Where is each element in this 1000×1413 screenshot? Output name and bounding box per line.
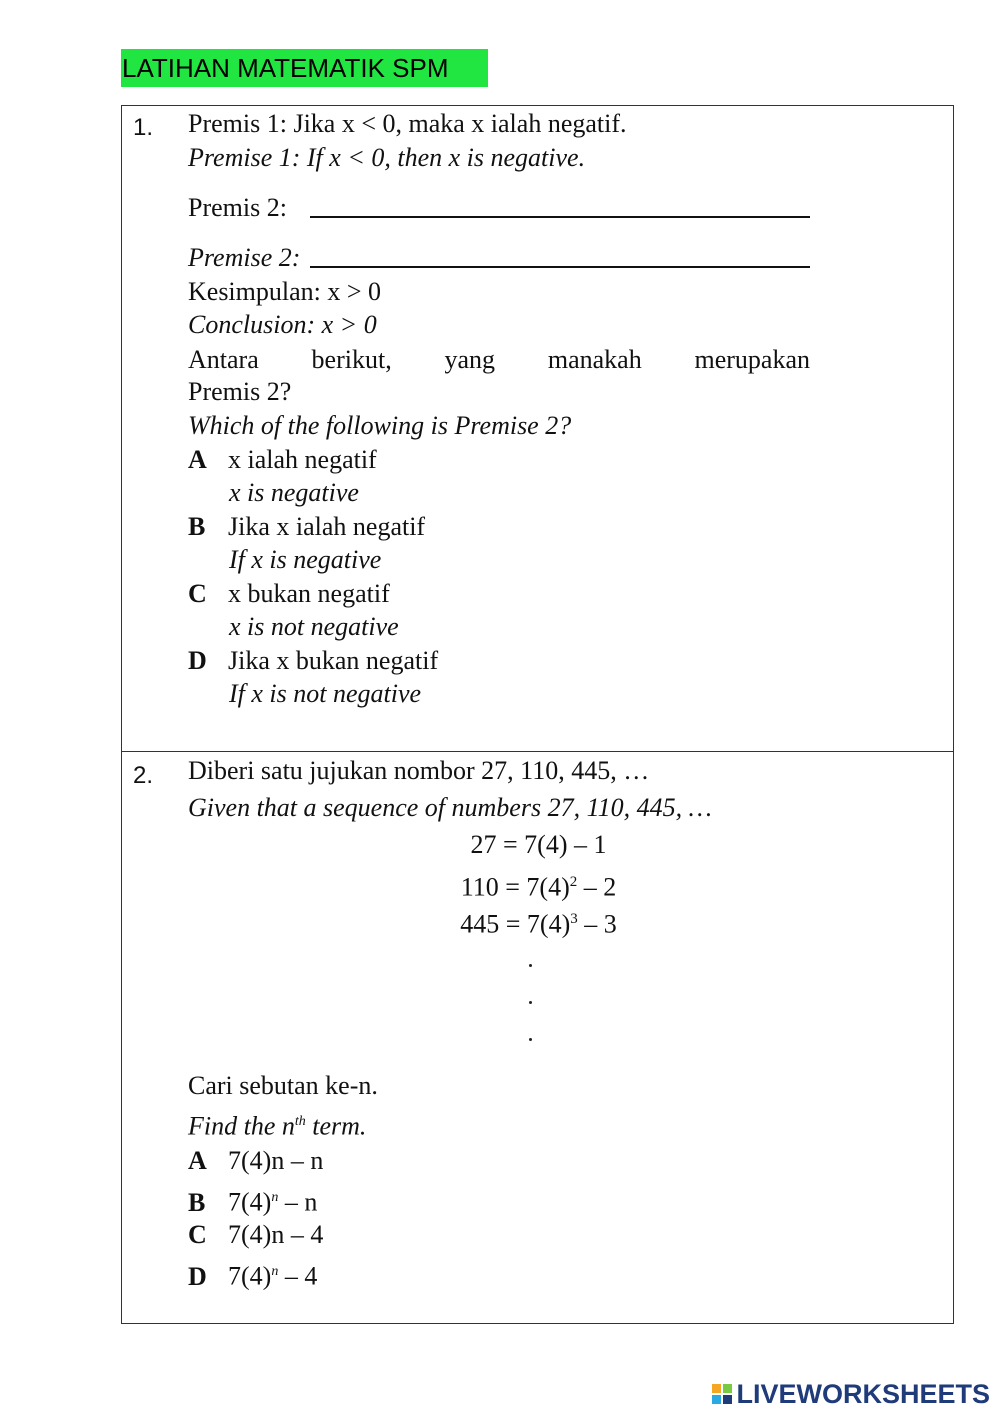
- q1-option-c-en: x is not negative: [229, 612, 399, 641]
- question-2-number: 2.: [133, 762, 154, 789]
- q2-equation-3: [122, 903, 955, 941]
- option-letter: C: [188, 579, 207, 608]
- q2-option-a[interactable]: [188, 1145, 323, 1177]
- ellipsis-dot: [529, 1001, 532, 1004]
- option-text-ms: Jika x ialah negatif: [228, 512, 426, 541]
- option-exponent: n: [271, 1264, 279, 1279]
- liveworksheets-logo: [712, 1377, 990, 1411]
- q2-given-ms: Diberi satu jujukan nombor 27, 110, 445, …: [188, 756, 650, 785]
- q1-question-en: Which of the following is Premise 2?: [188, 411, 572, 440]
- q2-option-d[interactable]: [188, 1256, 317, 1293]
- q1-question-word: yang: [444, 345, 496, 374]
- q1-premise1-ms: Premis 1: Jika x < 0, maka x ialah negatif.: [188, 109, 627, 138]
- q2-find-ms: Cari sebutan ke-n.: [188, 1071, 378, 1100]
- find-en-start: Find the n: [188, 1111, 295, 1141]
- option-letter: A: [188, 445, 207, 474]
- q2-given-en: Given that a sequence of numbers 27, 110, 445, …: [188, 793, 712, 822]
- q2-equation-1: 27 = 7(4) – 1: [470, 830, 607, 859]
- equation-tail: – 3: [577, 909, 617, 939]
- q1-question-word: manakah: [547, 345, 642, 374]
- q1-conclusion-en: Conclusion: x > 0: [188, 310, 377, 339]
- q1-option-d-en: If x is not negative: [229, 679, 422, 708]
- q1-option-c[interactable]: [188, 578, 390, 610]
- option-letter: D: [188, 1261, 207, 1291]
- option-base: 7(4): [228, 1187, 272, 1217]
- q1-question-word: berikut,: [311, 345, 392, 374]
- q1-question-word: Antara: [188, 345, 259, 374]
- question-box: [121, 105, 954, 1324]
- option-base: 7(4): [228, 1261, 272, 1291]
- option-tail: – 4: [278, 1261, 318, 1291]
- question-divider: [122, 751, 953, 752]
- q1-premise2-ms-label: Premis 2:: [188, 193, 287, 222]
- q2-option-b[interactable]: [188, 1182, 317, 1219]
- logo-text: LIVEWORKSHEETS: [736, 1378, 990, 1409]
- equation-base: 445 = 7(4): [460, 909, 571, 939]
- q2-find-en: [188, 1106, 366, 1143]
- equation-base: 110 = 7(4): [460, 872, 570, 902]
- q1-question-ms-line2: Premis 2?: [188, 377, 292, 406]
- q1-option-a-en: x is negative: [229, 478, 359, 507]
- option-letter: D: [188, 646, 207, 675]
- option-letter: A: [188, 1146, 207, 1175]
- option-base: 7(4)n – n: [228, 1146, 324, 1175]
- q1-premise2-ms-blank[interactable]: [310, 216, 810, 218]
- q1-premise2-en-blank[interactable]: [310, 266, 810, 268]
- q2-option-c[interactable]: [188, 1219, 323, 1251]
- option-letter: B: [188, 512, 206, 541]
- equation-exponent: 2: [569, 874, 578, 890]
- q2-equation-2: [122, 866, 955, 904]
- q1-question-ms-line1: [188, 344, 810, 376]
- equation-tail: – 2: [577, 872, 617, 902]
- find-en-end: term.: [305, 1111, 367, 1141]
- ellipsis-dot: [529, 1038, 532, 1041]
- equation-exponent: 3: [570, 911, 578, 927]
- ellipsis-dot: [529, 964, 532, 967]
- q1-premise2-en-label: Premise 2:: [188, 243, 301, 272]
- q1-premise1-en: Premise 1: If x < 0, then x is negative.: [188, 143, 586, 172]
- q1-conclusion-ms: Kesimpulan: x > 0: [188, 277, 382, 306]
- q1-option-d[interactable]: [188, 645, 438, 677]
- option-exponent: n: [271, 1190, 279, 1205]
- worksheet-title: LATIHAN MATEMATIK SPM: [121, 49, 488, 87]
- option-text-ms: x bukan negatif: [228, 579, 390, 608]
- option-text-ms: x ialah negatif: [228, 445, 377, 474]
- option-letter: B: [188, 1187, 206, 1217]
- q1-option-b-en: If x is negative: [229, 545, 382, 574]
- find-en-superscript: th: [294, 1114, 306, 1129]
- logo-mark-icon: [712, 1384, 732, 1404]
- option-base: 7(4)n – 4: [228, 1220, 324, 1249]
- q1-question-word: merupakan: [694, 345, 810, 374]
- q1-option-a[interactable]: [188, 444, 377, 476]
- option-text-ms: Jika x bukan negatif: [228, 646, 439, 675]
- q1-option-b[interactable]: [188, 511, 425, 543]
- option-letter: C: [188, 1220, 207, 1249]
- question-1-number: 1.: [133, 114, 154, 141]
- option-tail: – n: [278, 1187, 318, 1217]
